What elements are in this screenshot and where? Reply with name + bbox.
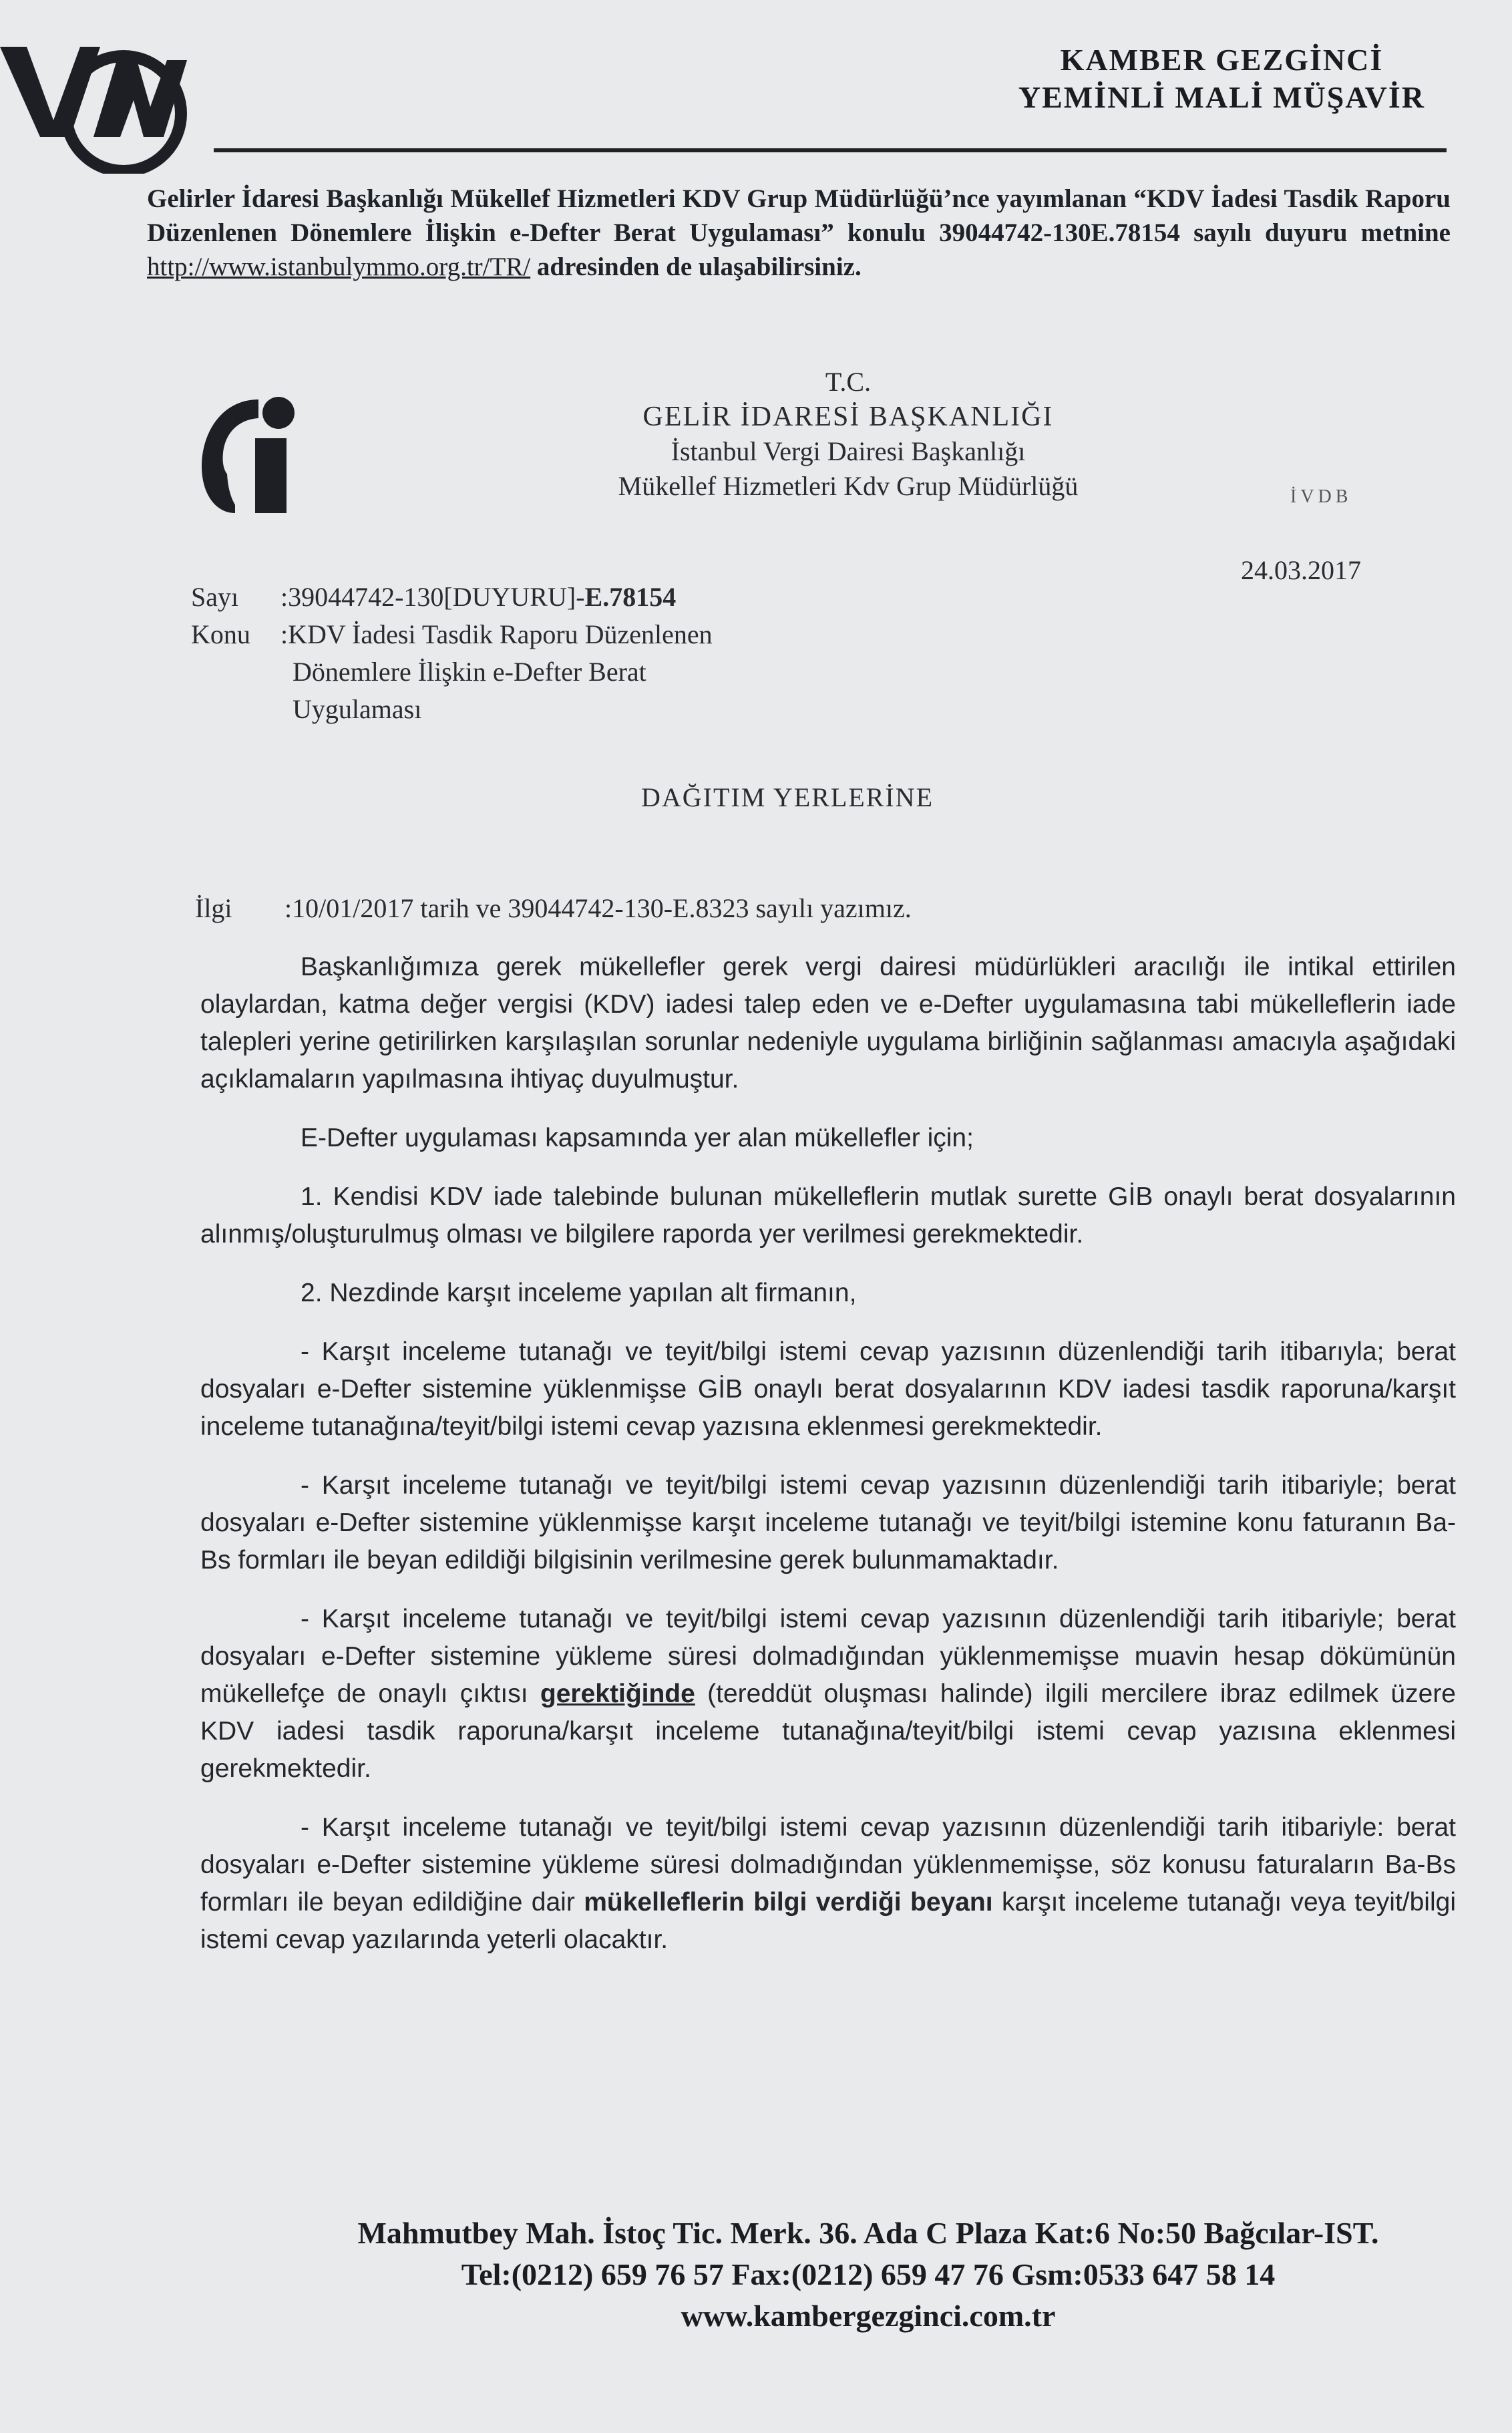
intro-link[interactable]: http://www.istanbulymmo.org.tr/TR/ [147, 253, 531, 281]
ilgi-value: :10/01/2017 tarih ve 39044742-130-E.8323 sayılı yazımız. [285, 893, 912, 923]
distribution-heading: DAĞITIM YERLERİNE [641, 782, 934, 812]
document-date: 24.03.2017 [1241, 555, 1361, 585]
sayi-row [191, 579, 894, 616]
header-divider [214, 148, 1447, 152]
gib-dept: İstanbul Vergi Dairesi Başkanlığı [671, 436, 1026, 466]
konu-row-3 [191, 691, 894, 728]
footer-contact [254, 2213, 1483, 2337]
paragraph-7 [200, 1601, 1456, 1788]
vm-logo-icon [0, 20, 200, 174]
paragraph-8-emphasis: mükelleflerin bilgi verdiği beyanı [584, 1888, 993, 1917]
konu-label: Konu [191, 619, 250, 649]
konu-row-2 [191, 653, 894, 691]
letter-body [200, 949, 1456, 1980]
gib-unit: Mükellef Hizmetleri Kdv Grup Müdürlüğü [618, 471, 1079, 501]
paragraph-7-emphasis: gerektiğinde [540, 1679, 695, 1708]
sayi-prefix: :39044742-130[DUYURU]- [280, 582, 585, 612]
ilgi-label: İlgi [195, 893, 232, 923]
sayi-value [280, 579, 882, 616]
footer-phones: Tel:(0212) 659 76 57 Fax:(0212) 659 47 76 Gsm:0533 647 58 14 [461, 2257, 1276, 2291]
gib-logo-icon [195, 386, 309, 520]
konu-line-1: :KDV İadesi Tasdik Raporu Düzenlenen [280, 619, 713, 649]
paragraph-7-text: - Karşıt inceleme tutanağı ve teyit/bilgi istemi cevap yazısının düzenlendiği tarih itibariyle; berat dosyaları e-Defter sistemine yükleme süresi dolmadığından yüklenmemişse muavin hesap dökümünün mükellefçe de onaylı çıktısı [200, 1605, 1456, 1708]
stamp-mark: İVDB [1290, 486, 1352, 507]
document-meta [191, 579, 894, 728]
paragraph-1: Başkanlığımıza gerek mükellefler gerek vergi dairesi müdürlükleri aracılığı ile intikal ettirilen olaylardan, katma değer vergisi (KDV) iadesi talep eden ve e-Defter uygulamasına tabi mükelleflerin iade talepleri yerine getirilirken karşılaşılan sorunlar nedeniyle uygulama birliğinin sağlanması amacıyla aşağıdaki açıklamaların yapılmasına ihtiyaç duyulmuştur. [200, 953, 1456, 1094]
paragraph-4: 2. Nezdinde karşıt inceleme yapılan alt firmanın, [301, 1279, 857, 1307]
footer-website[interactable]: www.kambergezginci.com.tr [681, 2299, 1056, 2333]
gib-header [508, 365, 1189, 504]
footer-address: Mahmutbey Mah. İstoç Tic. Merk. 36. Ada C Plaza Kat:6 No:50 Bağcılar-IST. [357, 2216, 1379, 2250]
konu-row [191, 616, 894, 653]
firm-header [1018, 41, 1425, 116]
paragraph-2: E-Defter uygulaması kapsamında yer alan mükellefler için; [301, 1124, 974, 1152]
firm-name: KAMBER GEZGİNCİ [1060, 43, 1384, 77]
intro-text-end: adresinden de ulaşabilirsiniz. [536, 253, 862, 281]
ilgi-row [195, 893, 912, 924]
paragraph-6: - Karşıt inceleme tutanağı ve teyit/bilgi istemi cevap yazısının düzenlendiği tarih itibariyle; berat dosyaları e-Defter sistemine yüklenmişse karşıt inceleme tutanağı ve teyit/bilgi istemine konu faturanın Ba-Bs formları ile beyan edildiği bilgisinin verilmesine gerek bulunmamaktadır. [200, 1471, 1456, 1575]
sayi-number: E.78154 [584, 582, 677, 612]
paragraph-7-text-end: (tereddüt oluşması halinde) ilgili mercilere ibraz edilmek üzere KDV iadesi tasdik raporuna/karşıt inceleme tutanağına/teyit/bilgi istemi cevap yazısına eklenmesi gerekmektedir. [200, 1679, 1456, 1783]
paragraph-3: 1. Kendisi KDV iade talebinde bulunan mükelleflerin mutlak surette GİB onaylı berat dosyalarının alınmış/oluşturulmuş olması ve bilgilere raporda yer verilmesi gerekmektedir. [200, 1182, 1456, 1249]
firm-title: YEMİNLİ MALİ MÜŞAVİR [1018, 80, 1425, 114]
paragraph-8-text: - Karşıt inceleme tutanağı ve teyit/bilgi istemi cevap yazısının düzenlendiği tarih itibariyle: berat dosyaları e-Defter sistemine yükleme süresi dolmadığından yüklenmemişse, söz konusu faturaların Ba-Bs formları ile beyan edildiğine dair [200, 1813, 1456, 1917]
konu-line-3: Uygulaması [293, 694, 422, 724]
gib-tc: T.C. [825, 367, 872, 397]
gib-title: GELİR İDARESİ BAŞKANLIĞI [642, 401, 1054, 432]
paragraph-8-text-end: karşıt inceleme tutanağı veya teyit/bilgi istemi cevap yazılarında yeterli olacaktır. [200, 1888, 1456, 1954]
sayi-label: Sayı [191, 582, 239, 612]
intro-paragraph [147, 182, 1451, 284]
intro-text: Gelirler İdaresi Başkanlığı Mükellef Hizmetleri KDV Grup Müdürlüğü’nce yayımlanan “KDV İadesi Tasdik Raporu Düzenlenen Dönemlere İlişkin e-Defter Berat Uygulaması” konulu 39044742-130E.78154 sayılı duyuru metnine [147, 184, 1451, 247]
paragraph-5: - Karşıt inceleme tutanağı ve teyit/bilgi istemi cevap yazısının düzenlendiği tarih itibarıyla; berat dosyaları e-Defter sistemine yüklenmişse GİB onaylı berat dosyalarının KDV iadesi tasdik raporuna/karşıt inceleme tutanağına/teyit/bilgi istemi cevap yazısına eklenmesi gerekmektedir. [200, 1337, 1456, 1441]
paragraph-8 [200, 1809, 1456, 1959]
konu-line-2: Dönemlere İlişkin e-Defter Berat [293, 657, 646, 687]
